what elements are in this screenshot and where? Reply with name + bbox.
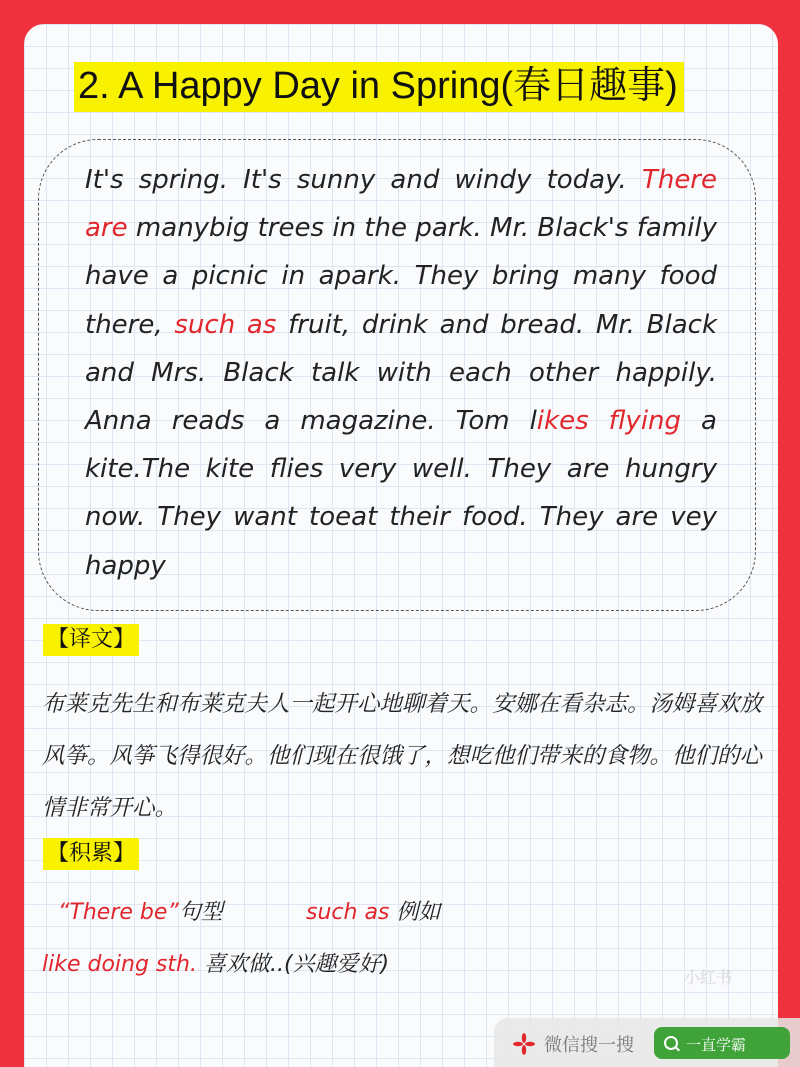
story-text xyxy=(85,156,717,590)
wechat-search-bar[interactable] xyxy=(494,1018,800,1067)
translation-text: 布莱克先生和布莱克夫人一起开心地聊着天。安娜在看杂志。汤姆喜欢放风筝。风筝飞得很好。他们现在很饿了，想吃他们带来的食物。他们的心情非常开心。 xyxy=(42,691,763,821)
story-highlight-likes-flying: ikes flying xyxy=(536,406,682,437)
note-like-doing-desc: 喜欢做..(兴趣爱好) xyxy=(196,952,390,977)
note-there-be xyxy=(58,895,223,926)
translation-label: 【译文】 xyxy=(43,624,139,656)
story-highlight-such-as: such as xyxy=(174,309,277,340)
watermark-logo: 小红书 xyxy=(684,968,733,987)
note-like-doing xyxy=(42,947,389,978)
search-button[interactable] xyxy=(654,1027,790,1059)
story-part-4: a kite.The kite flies very well. They are hungry now. They want toeat their food. They are vey happy xyxy=(85,406,717,581)
accumulate-label: 【积累】 xyxy=(43,838,139,870)
note-such-as-desc: 例如 xyxy=(389,900,441,925)
search-query: 一直学霸 xyxy=(686,1036,747,1054)
story-part-2: manybig trees in the park. Mr. Black's family have a picnic in apark. They bring many food there, xyxy=(85,213,717,340)
story-part-1: It's spring. It's sunny and windy today. xyxy=(85,165,642,195)
note-there-be-desc: 句型 xyxy=(178,900,223,925)
story-part-3: fruit, drink and bread. Mr. Black and Mrs. Black talk with each other happily. Anna reads a magazine. Tom l xyxy=(85,309,717,437)
story-highlight-there-are: There are xyxy=(85,165,717,244)
wechat-search-flower-icon xyxy=(512,1032,536,1056)
page-title: 2. A Happy Day in Spring(春日趣事) xyxy=(74,62,684,112)
search-icon xyxy=(664,1036,678,1050)
note-such-as xyxy=(306,895,440,926)
note-there-be-phrase: “There be” xyxy=(58,900,179,925)
wechat-search-label: 微信搜一搜 xyxy=(544,1035,634,1056)
notebook-sheet xyxy=(24,24,778,1067)
note-like-doing-phrase: like doing sth. xyxy=(42,952,197,977)
note-such-as-phrase: such as xyxy=(306,900,390,925)
